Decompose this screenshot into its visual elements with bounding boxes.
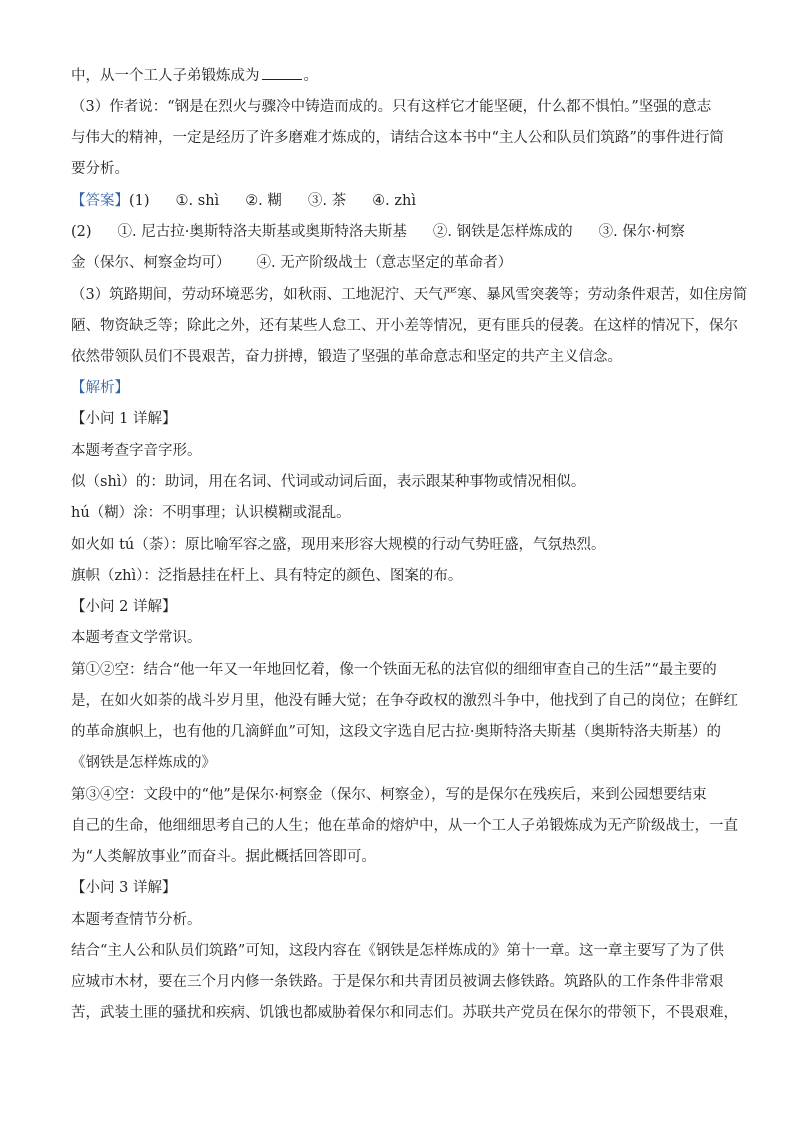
answer-choice: ④. zhì xyxy=(372,193,416,209)
answer-choice: ②. 钢铁是怎样炼成的 xyxy=(432,224,573,240)
analysis-line: 旗帜（zhì）：泛指悬挂在杆上、具有特定的颜色、图案的布。 xyxy=(71,568,463,584)
answer-line-3: 依然带领队员们不畏艰苦，奋力拼搏，锻造了坚强的革命意志和坚定的共产主义信念。 xyxy=(71,349,622,365)
analysis-line: 第③④空：文段中的“他”是保尔·柯察金（保尔、柯察金），写的是保尔在残疾后，来到公园想要结束 xyxy=(71,787,707,803)
analysis-line: 结合“主人公和队员们筑路”可知，这段内容在《钢铁是怎样炼成的》第十一章。这一章主要写了为了供 xyxy=(71,943,724,959)
question-line: 与伟大的精神，一定是经历了许多磨难才炼成的，请结合这本书中“主人公和队员们筑路”的事件进行简 xyxy=(71,130,724,146)
section-heading: 【小问 3 详解】 xyxy=(71,880,177,896)
analysis-line: 本题考查字音字形。 xyxy=(71,443,202,459)
answer-choice: ③. 保尔·柯察 xyxy=(598,224,685,240)
answer-choice: ①. shì xyxy=(175,193,220,209)
analysis-line: 本题考查文学常识。 xyxy=(71,630,202,646)
item-number: (1) xyxy=(129,193,150,209)
text: 中，从一个工人子弟锻炼成为 xyxy=(71,68,260,84)
analysis-line: 苦，武装土匪的骚扰和疾病、饥饿也都威胁着保尔和同志们。苏联共产党员在保尔的带领下，不畏艰难， xyxy=(71,1005,738,1021)
text: 。 xyxy=(303,68,318,84)
answer-choice: ④. 无产阶级战士（意志坚定的革命者） xyxy=(256,255,513,271)
analysis-line: 如火如 tú（荼）：原比喻军容之盛，现用来形容大规模的行动气势旺盛，气氛热烈。 xyxy=(71,537,606,553)
analysis-line: 的革命旗帜上，也有他的几滴鲜血”可知，这段文字选自尼古拉·奥斯特洛夫斯基（奥斯特洛夫斯基）的 xyxy=(71,724,722,740)
question-line: （3）作者说：“钢是在烈火与骤冷中铸造而成的。只有这样它才能坚硬，什么都不惧怕。”坚强的意志 xyxy=(71,99,712,115)
analysis-line: 《钢铁是怎样炼成的》 xyxy=(71,755,216,771)
analysis-line: 为“人类解放事业”而奋斗。据此概括回答即可。 xyxy=(71,849,376,865)
analysis-line: 本题考查情节分析。 xyxy=(71,912,202,928)
question-line xyxy=(71,66,731,86)
question-line: 要分析。 xyxy=(71,161,129,177)
answer-choice: ②. 糊 xyxy=(245,193,282,209)
analysis-line: 自己的生命，他细细思考自己的人生；他在革命的熔炉中，从一个工人子弟锻炼成为无产阶级战士，一直 xyxy=(71,818,738,834)
answer-line-2b xyxy=(71,253,731,273)
answer-choice: ③. 茶 xyxy=(307,193,347,209)
analysis-line: 应城市木材，要在三个月内修一条铁路。于是保尔和共青团员被调去修铁路。筑路队的工作条件非常艰 xyxy=(71,974,724,990)
item-number: (2) xyxy=(71,224,92,240)
answer-line-2 xyxy=(71,222,731,242)
section-heading: 【小问 2 详解】 xyxy=(71,599,177,615)
analysis-tag: 【解析】 xyxy=(71,380,129,396)
analysis-line: hú（糊）涂：不明事理；认识模糊或混乱。 xyxy=(71,505,351,521)
analysis-line: 是，在如火如荼的战斗岁月里，他没有睡大觉；在争夺政权的激烈斗争中，他找到了自己的岗位；在鲜红 xyxy=(71,693,738,709)
answer-line-3: 陋、物资缺乏等；除此之外，还有某些人怠工、开小差等情况，更有匪兵的侵袭。在这样的情况下，保尔 xyxy=(71,318,738,334)
analysis-line: 似（shì）的：助词，用在名词、代词或动词后面，表示跟某种事物或情况相似。 xyxy=(71,474,586,490)
answer-tag: 【答案】 xyxy=(71,193,129,209)
analysis-line: 第①②空：结合“他一年又一年地回忆着，像一个铁面无私的法官似的细细审查自己的生活”“最主要的 xyxy=(71,662,717,678)
answer-line-3: （3）筑路期间，劳动环境恶劣，如秋雨、工地泥泞、天气严寒、暴风雪突袭等；劳动条件艰苦，如住房简 xyxy=(71,287,748,303)
answer-choice: ①. 尼古拉·奥斯特洛夫斯基或奥斯特洛夫斯基 xyxy=(117,224,407,240)
fill-blank xyxy=(262,67,302,80)
section-heading: 【小问 1 详解】 xyxy=(71,411,177,427)
answer-line-1 xyxy=(71,191,731,211)
answer-text: 金（保尔、柯察金均可） xyxy=(71,255,231,271)
